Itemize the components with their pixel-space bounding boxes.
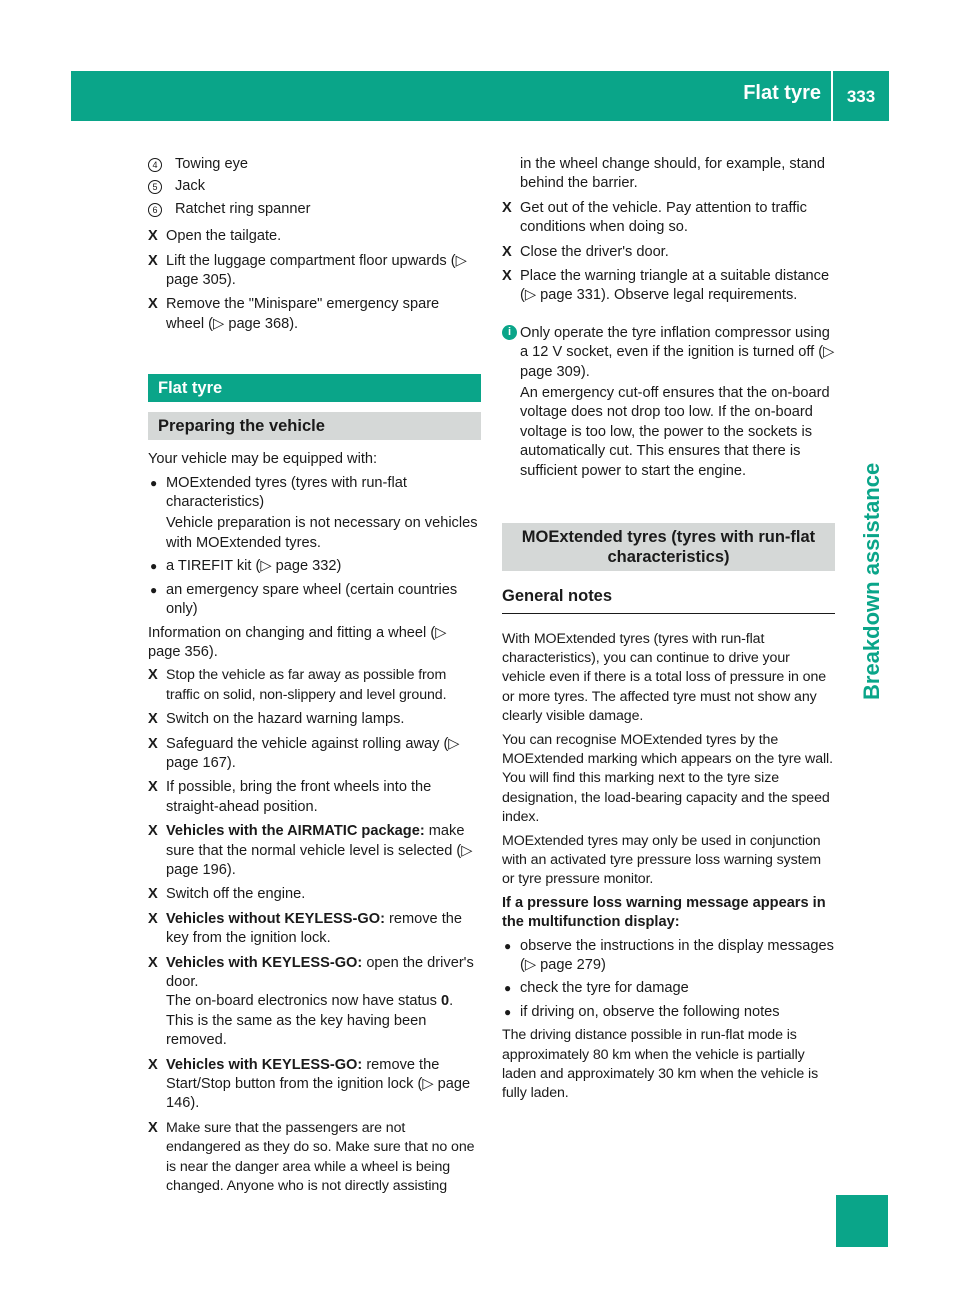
page-number: 333 bbox=[846, 87, 876, 106]
step-text: Switch on the hazard warning lamps. bbox=[166, 711, 405, 728]
step-condition: Vehicles with KEYLESS-GO: bbox=[166, 954, 363, 971]
legend-item bbox=[148, 177, 481, 196]
bullet-item bbox=[148, 474, 481, 554]
bullet-text: if driving on, observe the following notes bbox=[520, 1003, 780, 1020]
step-marker: X bbox=[148, 910, 158, 927]
step-item bbox=[148, 227, 481, 246]
bullet-text: a TIREFIT kit (▷ page 332) bbox=[166, 558, 342, 575]
header-title: Flat tyre bbox=[743, 82, 821, 104]
bullet-item bbox=[502, 937, 835, 976]
bullet-item bbox=[502, 979, 835, 998]
bullet-marker: ● bbox=[504, 1004, 512, 1019]
step-condition: Vehicles without KEYLESS-GO: bbox=[166, 910, 385, 927]
intro-text: Your vehicle may be equipped with: bbox=[148, 451, 378, 468]
step-note bbox=[166, 992, 481, 1050]
step-marker: X bbox=[148, 667, 158, 684]
step-text: Stop the vehicle as far away as possible from traffic on solid, non-slippery and level ground. bbox=[166, 667, 447, 703]
step-text: If possible, bring the front wheels into the straight-ahead position. bbox=[166, 779, 432, 815]
step-marker: X bbox=[148, 886, 158, 903]
legend-item bbox=[148, 200, 481, 219]
side-tab-label: Breakdown assistance bbox=[859, 462, 884, 700]
step-text: Close the driver's door. bbox=[520, 243, 669, 260]
step-item bbox=[148, 778, 481, 817]
info-text: Only operate the tyre inflation compressor using a 12 V socket, even if the ignition is turned off (▷ page 309). bbox=[520, 324, 835, 380]
section-title: Flat tyre bbox=[148, 374, 481, 402]
step-text: Lift the luggage compartment floor upwards (▷ page 305). bbox=[166, 252, 467, 289]
step-marker: X bbox=[148, 954, 158, 971]
step-marker: X bbox=[148, 228, 158, 245]
step-text: Open the tailgate. bbox=[166, 228, 282, 245]
legend-number: 4 bbox=[148, 158, 162, 172]
step-text: open the driver's door. bbox=[166, 954, 474, 990]
bullet-note: Vehicle preparation is not necessary on vehicles with MOExtended tyres. bbox=[166, 515, 478, 551]
info-note bbox=[502, 324, 835, 481]
step-marker: X bbox=[148, 711, 158, 728]
step-marker: X bbox=[502, 243, 512, 260]
step-note-text: The on-board electronics now have status bbox=[166, 993, 442, 1010]
step-item bbox=[148, 252, 481, 291]
step-marker: X bbox=[148, 1119, 158, 1136]
step-item bbox=[502, 243, 835, 262]
bullet-item bbox=[148, 557, 481, 576]
legend-item bbox=[148, 155, 481, 174]
step-marker: X bbox=[148, 823, 158, 840]
step-item bbox=[148, 1056, 481, 1114]
legend-number: 6 bbox=[148, 203, 162, 217]
step-marker: X bbox=[502, 199, 512, 216]
step-marker: X bbox=[148, 1056, 158, 1073]
step-text: Switch off the engine. bbox=[166, 886, 306, 903]
legend-text: Jack bbox=[175, 178, 206, 195]
step-item bbox=[148, 910, 481, 949]
paragraph: MOExtended tyres may only be used in conjunction with an activated tyre pressure loss warning system or tyre pressure monitor. bbox=[502, 832, 821, 888]
step-note-text: . This is the same as the key having been removed. bbox=[166, 993, 454, 1049]
paragraph: With MOExtended tyres (tyres with run-flat characteristics), you can continue to drive your vehicle even if there is a total loss of pressure in one or more tyres. The affected tyre must not show any clearly visible damage. bbox=[502, 630, 827, 725]
step-marker: X bbox=[148, 296, 158, 313]
info-icon: i bbox=[502, 325, 517, 340]
step-text: remove the Start/Stop button from the ignition lock (▷ page 146). bbox=[166, 1056, 471, 1112]
step-item bbox=[148, 822, 481, 880]
step-item bbox=[148, 1119, 481, 1197]
legend-text: Ratchet ring spanner bbox=[175, 200, 311, 217]
general-notes-heading: General notes bbox=[502, 583, 835, 613]
step-marker: X bbox=[148, 735, 158, 752]
step-item bbox=[148, 295, 481, 334]
step-text: make sure that the normal vehicle level is selected (▷ page 196). bbox=[166, 823, 473, 878]
bullet-text: MOExtended tyres (tyres with run-flat characteristics) bbox=[166, 474, 407, 511]
subsection-title: Preparing the vehicle bbox=[148, 412, 481, 440]
status-value: 0 bbox=[441, 993, 450, 1010]
subsection-title: MOExtended tyres (tyres with run-flat characteristics) bbox=[502, 523, 835, 571]
bullet-marker: ● bbox=[504, 981, 512, 996]
step-item bbox=[148, 885, 481, 904]
step-text: Place the warning triangle at a suitable distance (▷ page 331). Observe legal requirements. bbox=[520, 268, 830, 304]
paragraph: You can recognise MOExtended tyres by the MOExtended marking which appears on the tyre wall. You will find this marking next to the tyre size designation, the load-bearing capacity and the speed index. bbox=[502, 731, 833, 826]
legend-number: 5 bbox=[148, 180, 162, 194]
bullet-item bbox=[148, 581, 481, 620]
left-column bbox=[148, 155, 481, 1201]
bullet-marker: ● bbox=[150, 475, 158, 490]
bullet-text: check the tyre for damage bbox=[520, 980, 689, 997]
info-paragraph: Information on changing and fitting a wheel (▷ page 356). bbox=[148, 624, 447, 660]
step-item bbox=[148, 954, 481, 1051]
step-marker: X bbox=[502, 268, 512, 285]
step-condition: Vehicles with the AIRMATIC package: bbox=[166, 823, 425, 840]
step-marker: X bbox=[148, 779, 158, 796]
bullet-text: an emergency spare wheel (certain countries only) bbox=[166, 581, 458, 618]
step-text: Safeguard the vehicle against rolling away (▷ page 167). bbox=[166, 735, 460, 771]
step-item bbox=[502, 267, 835, 306]
legend-text: Towing eye bbox=[175, 156, 249, 172]
bullet-marker: ● bbox=[150, 582, 158, 597]
paragraph: The driving distance possible in run-flat mode is approximately 80 km when the vehicle is partially laden and approximately 30 km when the vehicle is fully laden. bbox=[502, 1027, 819, 1102]
bullet-marker: ● bbox=[504, 938, 512, 953]
side-tab-block bbox=[836, 1195, 888, 1247]
step-condition: Vehicles with KEYLESS-GO: bbox=[166, 1056, 363, 1073]
step-item bbox=[502, 199, 835, 238]
step-item bbox=[148, 735, 481, 774]
step-item bbox=[148, 666, 481, 705]
step-text: Make sure that the passengers are not endangered as they do so. Make sure that no one is near the danger area while a wheel is being changed. Anyone who is not directly assisting bbox=[166, 1119, 475, 1195]
info-text: An emergency cut-off ensures that the on-board voltage does not drop too low. If the on-board voltage is too low, the power to the sockets is automatically cut. This ensures that there is sufficient power to start the engine. bbox=[520, 385, 830, 479]
continued-text: in the wheel change should, for example, stand behind the barrier. bbox=[520, 156, 826, 192]
header-separator bbox=[831, 71, 833, 121]
bullet-marker: ● bbox=[150, 559, 158, 574]
step-text: Remove the "Minispare" emergency spare wheel (▷ page 368). bbox=[166, 296, 440, 332]
bullet-item bbox=[502, 1003, 835, 1022]
step-item bbox=[148, 710, 481, 729]
step-text: Get out of the vehicle. Pay attention to traffic conditions when doing so. bbox=[520, 199, 807, 236]
warning-heading: If a pressure loss warning message appears in the multifunction display: bbox=[502, 894, 826, 931]
page-header bbox=[71, 71, 889, 121]
bullet-text: observe the instructions in the display messages (▷ page 279) bbox=[520, 937, 834, 973]
step-marker: X bbox=[148, 252, 158, 269]
right-column bbox=[502, 155, 835, 1108]
step-text: remove the key from the ignition lock. bbox=[166, 910, 463, 947]
